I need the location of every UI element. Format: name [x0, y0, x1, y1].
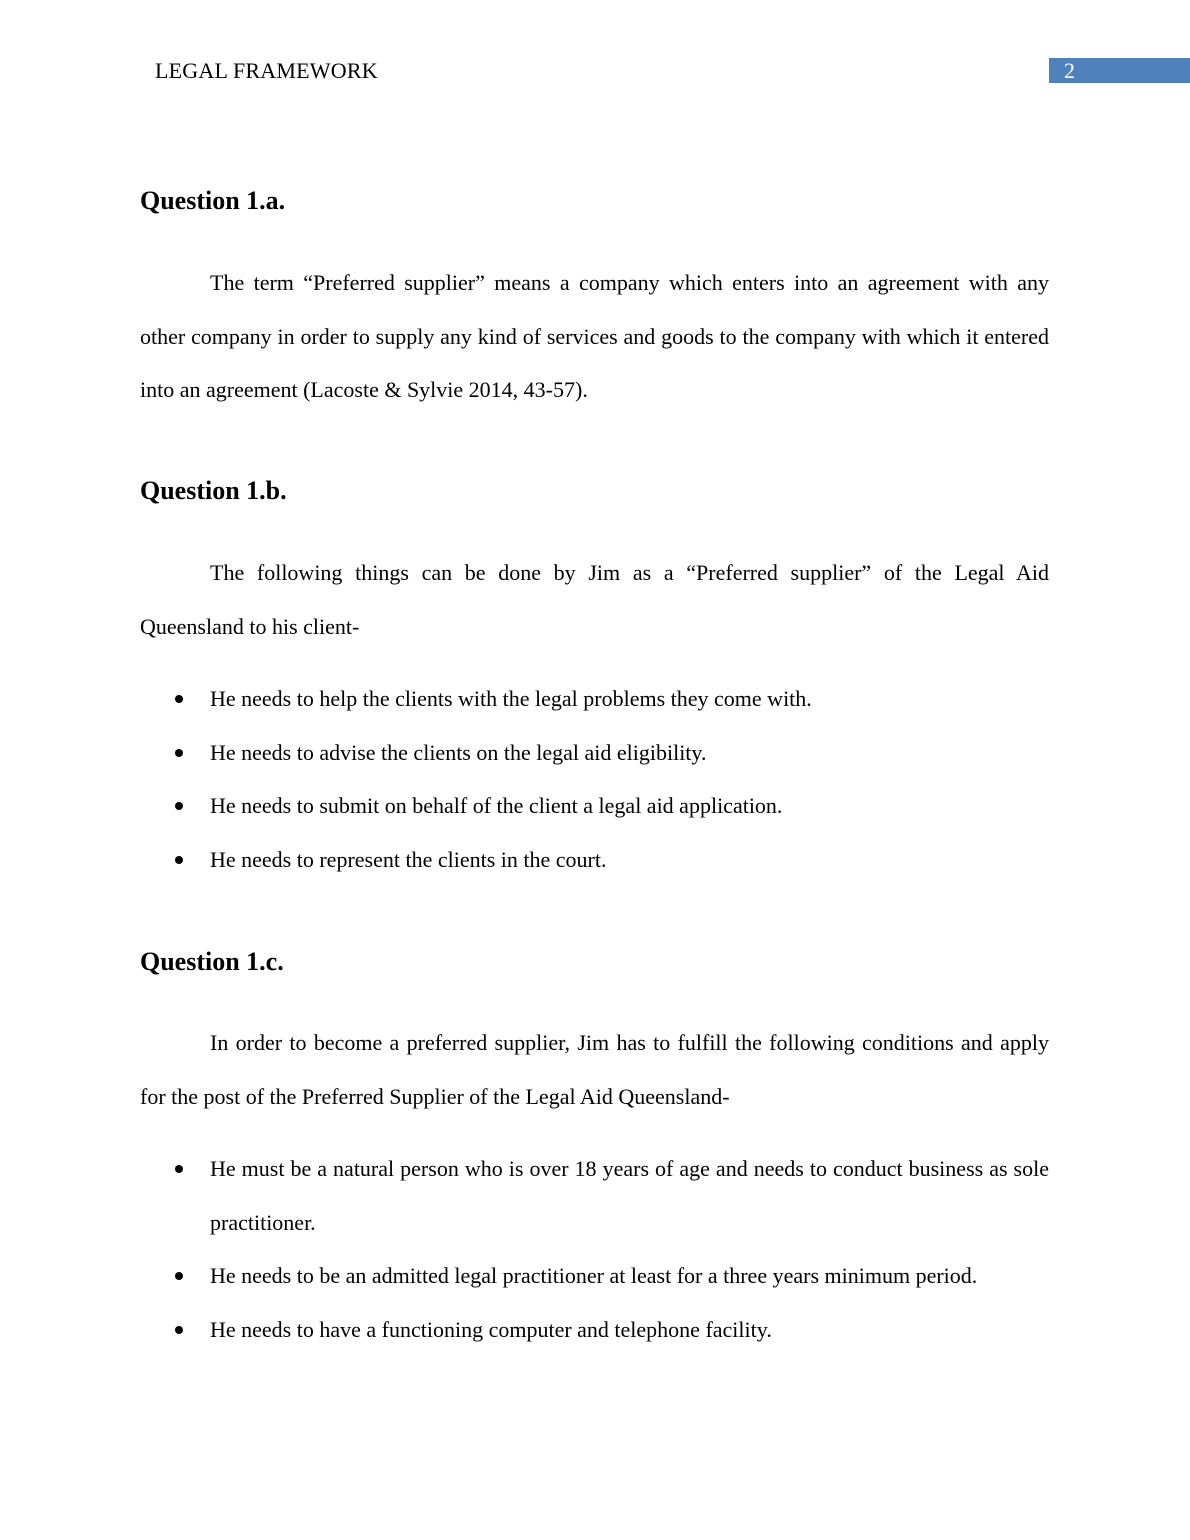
- list-item: He needs to be an admitted legal practitioner at least for a three years minimum period.: [140, 1249, 1049, 1303]
- section-paragraph-1a: The term “Preferred supplier” means a company which enters into an agreement with any other company in order to supply any kind of services and goods to the company with which it entered into an agreement (Lacoste & Sylvie 2014, 43-57).: [140, 270, 1049, 402]
- section-paragraph-1c: In order to become a preferred supplier, Jim has to fulfill the following conditions and apply for the post of the Preferred Supplier of the Legal Aid Queensland-: [140, 1030, 1049, 1109]
- section-heading-1a: Question 1.a.: [140, 186, 286, 215]
- list-item: He needs to advise the clients on the legal aid eligibility.: [140, 726, 1049, 780]
- bullet-icon: [175, 749, 183, 757]
- list-item: He needs to represent the clients in the court.: [140, 833, 1049, 887]
- bullet-list-1c: [140, 1142, 1049, 1357]
- bullet-icon: [175, 856, 183, 864]
- running-header-title: LEGAL FRAMEWORK: [155, 58, 378, 83]
- section-heading-1b: Question 1.b.: [140, 476, 287, 505]
- bullet-icon: [175, 1272, 183, 1280]
- bullet-icon: [175, 1165, 183, 1173]
- bullet-icon: [175, 1326, 183, 1334]
- list-item: He needs to have a functioning computer and telephone facility.: [140, 1303, 1049, 1357]
- section-paragraph-1b: The following things can be done by Jim as a “Preferred supplier” of the Legal Aid Queensland to his client-: [140, 560, 1049, 639]
- page-number-badge: 2: [1049, 58, 1190, 83]
- bullet-icon: [175, 695, 183, 703]
- list-item: He must be a natural person who is over 18 years of age and needs to conduct business as sole practitioner.: [140, 1142, 1049, 1249]
- bullet-list-1b: [140, 672, 1049, 887]
- list-item: He needs to help the clients with the legal problems they come with.: [140, 672, 1049, 726]
- list-item: He needs to submit on behalf of the client a legal aid application.: [140, 779, 1049, 833]
- section-heading-1c: Question 1.c.: [140, 947, 284, 976]
- bullet-icon: [175, 802, 183, 810]
